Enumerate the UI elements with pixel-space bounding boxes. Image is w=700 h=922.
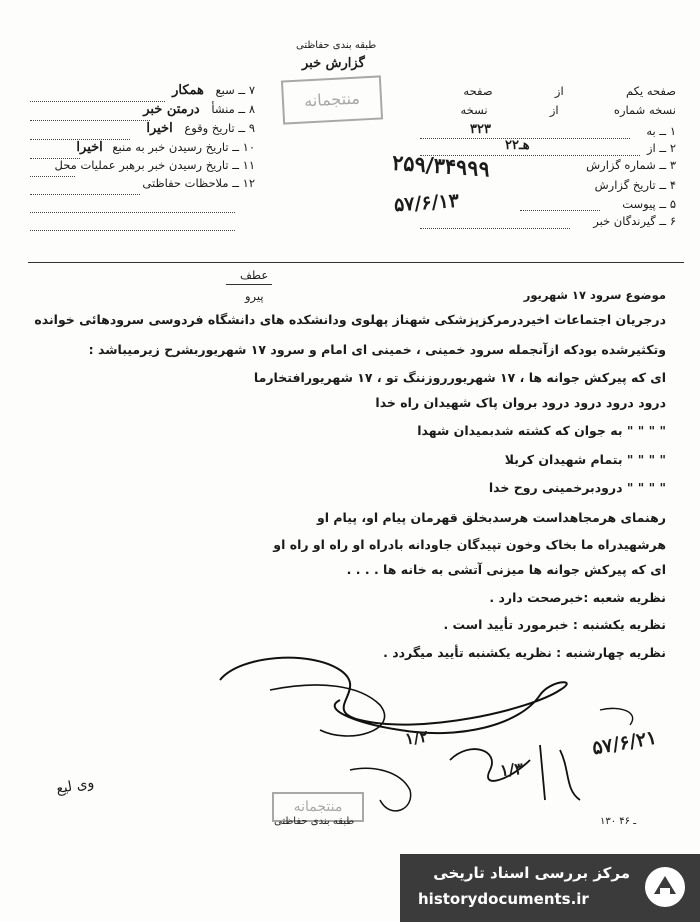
body-line: " " " " به جوان که کشته شدبمیدان شهدا <box>417 423 666 438</box>
stamp-top <box>281 75 383 124</box>
right-field-report-date-value: ۵۷/۶/۱۳ <box>393 189 460 217</box>
handwritten-left-note: وی لیع <box>54 774 96 798</box>
body-line: ای که پیرکش جوانه ها میزنی آتشی به خانه ها . . . . <box>346 562 666 577</box>
stamp-top-text: منتجمانه <box>303 88 361 111</box>
right-field-recipients-label: ۶ ــ گیرندگان خبر <box>593 214 676 228</box>
peyro-label: پیرو <box>245 289 264 303</box>
classification-top: طبقه بندی حفاظتی <box>296 40 377 51</box>
document-title: گزارش خبر <box>302 56 365 71</box>
field-label: ۷ ــ سبع <box>215 83 255 97</box>
right-field-report-no-label: ۳ ــ شماره گزارش <box>586 158 676 172</box>
right-field-to-label: ۱ ــ به <box>646 124 676 138</box>
field-label: ۸ ــ منشأ <box>211 102 255 116</box>
body-line: درجریان اجتماعات اخیردرمرکزپزشکی شهناز پهلوی ودانشکده های دانشگاه فردوسی سرودهائی خوانده <box>34 312 666 327</box>
right-field-from-value: ۲هـ۲ <box>505 138 530 153</box>
field-value: همکار <box>172 83 204 98</box>
field-label: نسخه شماره <box>613 103 676 117</box>
field-value: درمتن خبر <box>143 102 200 117</box>
handwritten-note-1: ۱/۲ <box>403 726 430 749</box>
handwritten-note-2: ۱/۳ <box>499 758 524 781</box>
left-field-received-by-lead <box>30 158 255 172</box>
right-field-from-label: ۲ ــ از <box>647 141 676 155</box>
atf-divider <box>226 284 272 285</box>
right-field-report-no-value: ۲۵۹/۳۴۹۹۹ <box>391 149 491 182</box>
body-line: " " " " درودبرخمینی روح خدا <box>488 480 666 495</box>
field-mid: از <box>549 103 559 117</box>
header-separator <box>28 262 684 263</box>
field-label: ۹ ــ تاریخ وقوع <box>184 121 255 135</box>
dotted-line <box>30 212 235 213</box>
body-line: ای که پیرکش جوانه ها ، ۱۷ شهریورروزننگ تو ، ۱۷ شهریورافتخارما <box>253 370 666 385</box>
footer-url: historydocuments.ir <box>418 890 589 908</box>
field-mid: از <box>554 84 564 98</box>
form-code: ۱۳۰ ـ ۴۶ <box>600 816 637 827</box>
body-line: درود درود درود درود بروان پاک شهیدان راه خدا <box>375 395 666 410</box>
left-field-occurrence-date <box>30 121 255 136</box>
footer-logo-icon <box>642 864 688 910</box>
field-tail: صفحه <box>463 84 493 98</box>
field-label: صفحه یکم <box>625 84 676 98</box>
left-field-security-notes <box>30 176 255 190</box>
body-line: رهنمای هرمجاهداست هرسدبخلق قهرمان پیام او، پیام او <box>316 510 666 525</box>
left-field-received-by-source <box>30 140 255 155</box>
body-line: هرشهیدراه ما بخاک وخون تپیدگان جاودانه بادراه او راه او راه او <box>273 537 666 552</box>
atf-label: عطف <box>240 268 269 282</box>
field-tail: نسخه <box>460 103 488 117</box>
field-label: ۱۱ ــ تاریخ رسیدن خبر برهبر عملیات محل <box>54 158 255 172</box>
footer-title: مرکز بررسی اسناد تاریخی <box>433 864 630 882</box>
subject-line: موضوع سرود ۱۷ شهریور <box>523 288 666 302</box>
dotted-line <box>520 210 600 211</box>
dotted-line <box>30 230 235 231</box>
dotted-line <box>30 194 140 195</box>
stamp-bottom-text: منتجمانه <box>293 799 343 815</box>
left-field-origin <box>30 102 255 117</box>
opinion-sunday: نظریه یکشنبه : خبرمورد تأیید است . <box>443 617 666 632</box>
opinion-wednesday: نظریه چهارشنبه : نظریه یکشنبه تأیید میگردد . <box>383 645 666 660</box>
field-label: ۱۲ ــ ملاحظات حفاظتی <box>142 176 255 190</box>
field-value: اخیرا <box>146 121 173 136</box>
footer-watermark <box>400 854 700 922</box>
classification-bottom: طبقه بندی حفاظتی <box>274 816 355 827</box>
right-field-attachment-label: ۵ ــ پیوست <box>622 197 676 211</box>
field-label: ۱۰ ــ تاریخ رسیدن خبر به منبع <box>112 140 255 154</box>
handwritten-date: ۵۷/۶/۲۱ <box>590 726 659 760</box>
right-field-copy <box>406 103 676 117</box>
body-line: " " " " بتمام شهیدان کربلا <box>504 452 666 467</box>
opinion-branch: نظریه شعبه :خبرصحت دارد . <box>489 590 666 605</box>
field-value: اخیرا <box>76 140 103 155</box>
left-field-source <box>30 83 255 98</box>
body-line: وتکثیرشده بودکه ازآنجمله سرود خمینی ، خمینی ای امام و سرود ۱۷ شهریوربشرح زیرمیباشد : <box>88 342 666 357</box>
right-field-report-date-label: ۴ ــ تاریخ گزارش <box>594 178 676 192</box>
dotted-line <box>420 228 570 229</box>
right-field-to-value: ۳۲۳ <box>470 122 491 137</box>
right-field-page <box>406 84 676 98</box>
